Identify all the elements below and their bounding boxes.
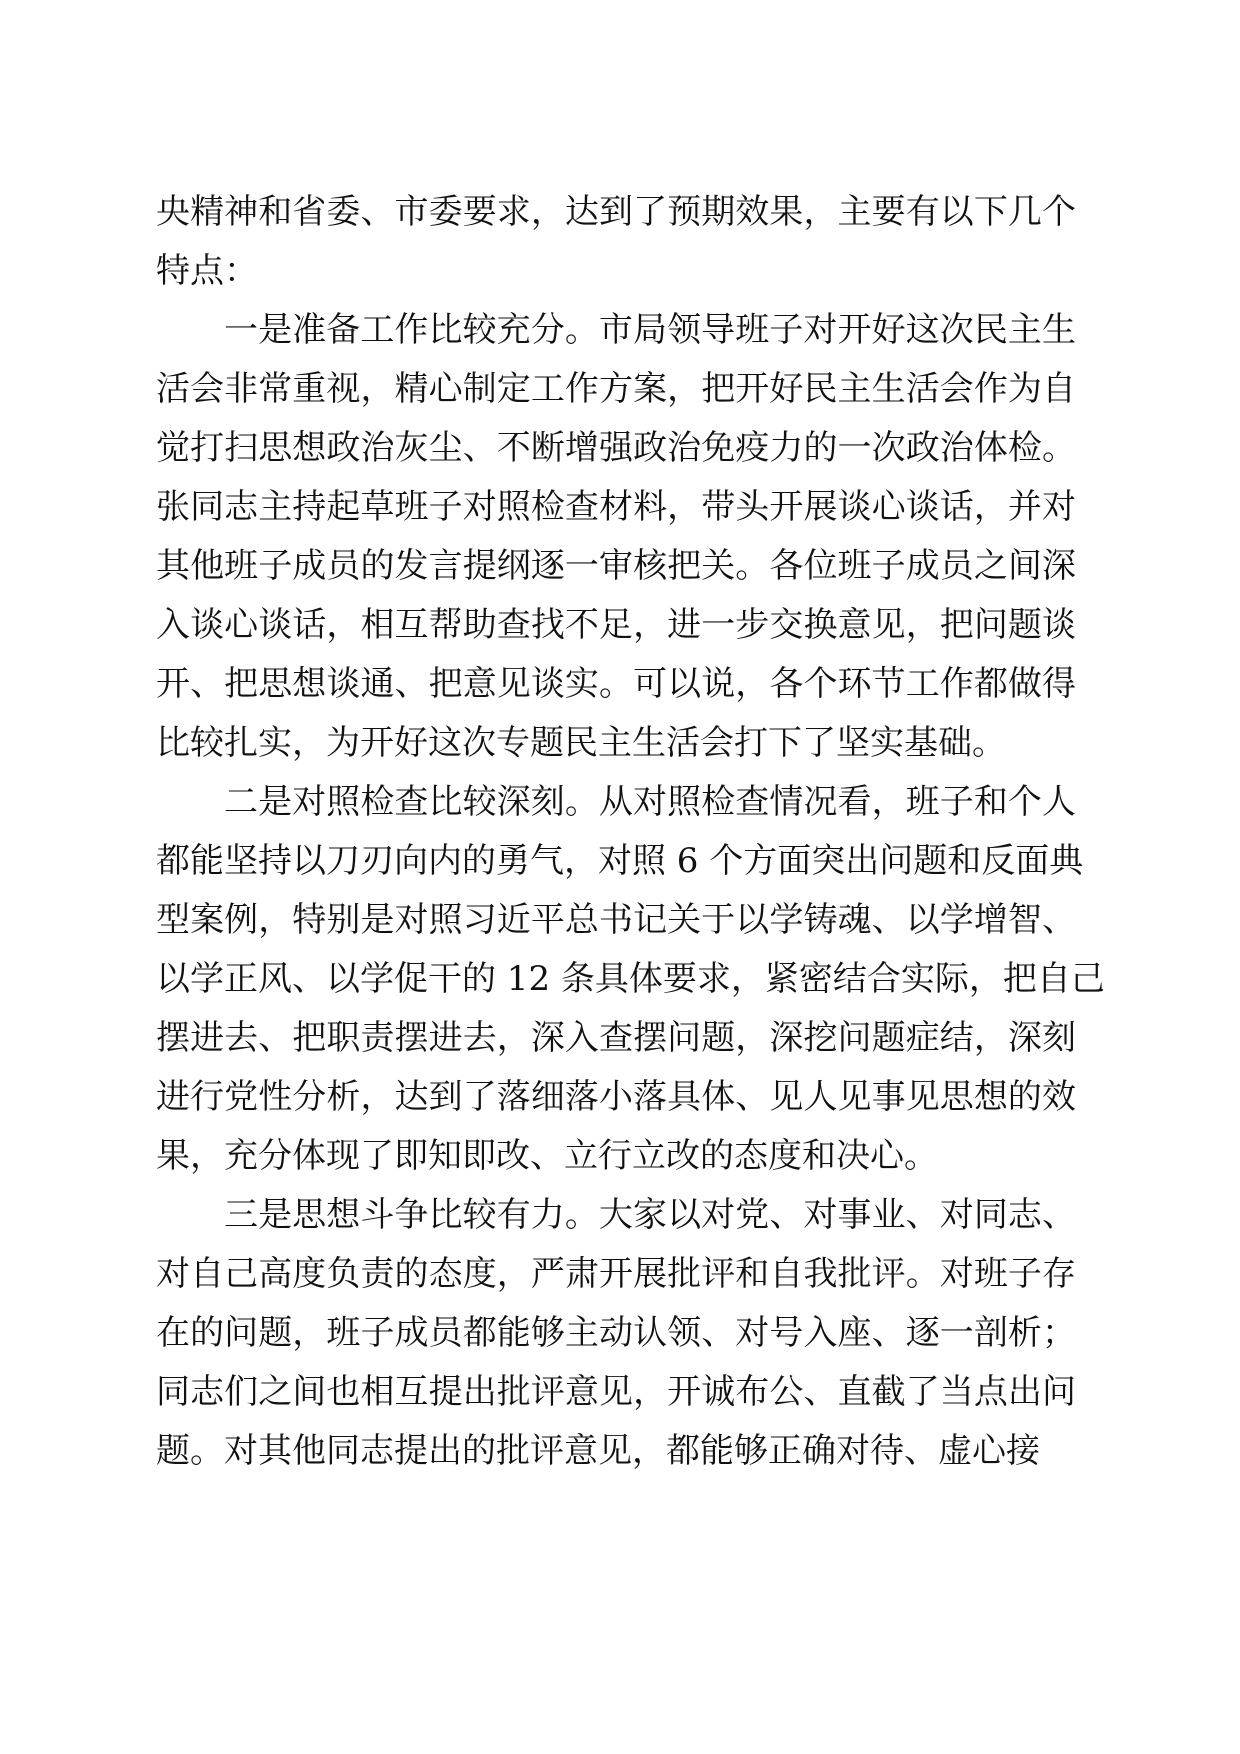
text-line: 型案例，特别是对照习近平总书记关于以学铸魂、以学增智、 <box>156 900 1076 940</box>
text-line: 三是思想斗争比较有力。大家以对党、对事业、对同志、 <box>224 1195 1076 1235</box>
text-line: 对自己高度负责的态度，严肃开展批评和自我批评。对班子存 <box>156 1254 1076 1294</box>
text-line: 比较扎实，为开好这次专题民主生活会打下了坚实基础。 <box>156 723 1006 763</box>
text-line: 果，充分体现了即知即改、立行立改的态度和决心。 <box>156 1136 938 1176</box>
text-line: 开、把思想谈通、把意见谈实。可以说，各个环节工作都做得 <box>156 664 1076 704</box>
text-line: 一是准备工作比较充分。市局领导班子对开好这次民主生 <box>224 310 1076 350</box>
text-line: 二是对照检查比较深刻。从对照检查情况看，班子和个人 <box>224 782 1076 822</box>
text-line: 都能坚持以刀刃向内的勇气，对照 6 个方面突出问题和反面典 <box>156 841 1084 881</box>
text-line: 摆进去、把职责摆进去，深入查摆问题，深挖问题症结，深刻 <box>156 1018 1076 1058</box>
text-line: 以学正风、以学促干的 12 条具体要求，紧密结合实际，把自己 <box>156 959 1105 999</box>
paragraph-point-2 <box>156 773 1105 1186</box>
document-body <box>156 183 1105 1481</box>
text-line: 张同志主持起草班子对照检查材料，带头开展谈心谈话，并对 <box>156 487 1076 527</box>
text-line: 活会非常重视，精心制定工作方案，把开好民主生活会作为自 <box>156 369 1076 409</box>
paragraph-point-3 <box>156 1186 1076 1481</box>
paragraph-point-1 <box>156 301 1076 773</box>
text-line: 其他班子成员的发言提纲逐一审核把关。各位班子成员之间深 <box>156 546 1076 586</box>
paragraph-intro <box>156 183 1076 301</box>
text-line: 入谈心谈话，相互帮助查找不足，进一步交换意见，把问题谈 <box>156 605 1076 645</box>
text-line: 同志们之间也相互提出批评意见，开诚布公、直截了当点出问 <box>156 1372 1076 1412</box>
text-line: 觉打扫思想政治灰尘、不断增强政治免疫力的一次政治体检。 <box>156 428 1076 468</box>
text-line: 题。对其他同志提出的批评意见，都能够正确对待、虚心接 <box>156 1431 1040 1471</box>
text-line: 特点： <box>156 251 258 291</box>
text-line: 在的问题，班子成员都能够主动认领、对号入座、逐一剖析； <box>156 1313 1076 1353</box>
text-line: 进行党性分析，达到了落细落小落具体、见人见事见思想的效 <box>156 1077 1076 1117</box>
text-line: 央精神和省委、市委要求，达到了预期效果，主要有以下几个 <box>156 192 1076 232</box>
